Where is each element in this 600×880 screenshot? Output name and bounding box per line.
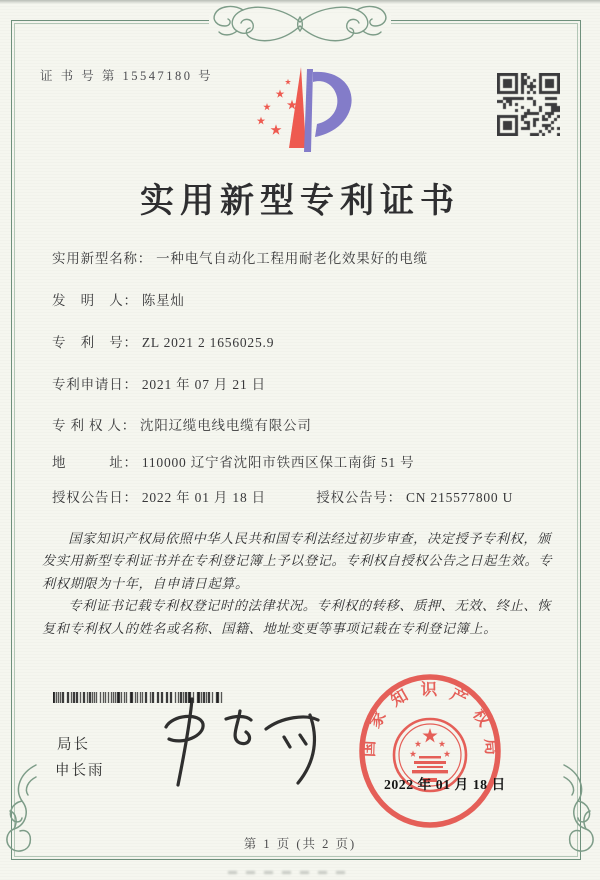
field-inventor [52, 289, 570, 309]
field-label: 地 址： [52, 455, 138, 470]
scan-edge-shadow [0, 0, 600, 4]
field-label: 专利申请日： [52, 377, 138, 392]
legal-text-block [42, 528, 559, 640]
field-grant-date-and-number [52, 486, 570, 506]
field-value: 2021 年 07 月 21 日 [141, 377, 266, 392]
field-value: 沈阳辽缆电线电缆有限公司 [140, 418, 312, 433]
certificate-title: 实用新型专利证书 [140, 183, 460, 220]
field-utility-model-name [52, 247, 570, 267]
field-label: 专 利 权 人： [52, 418, 137, 433]
field-value: 110000 辽宁省沈阳市铁西区保工南街 51 号 [141, 455, 415, 470]
field-filing-date [52, 373, 570, 393]
signatory-role: 局长 [57, 737, 90, 753]
seal-char: 权 [469, 705, 495, 730]
bleed-through-marks [228, 868, 378, 876]
handwritten-signature [150, 693, 330, 793]
legal-paragraph-1: 国家知识产权局依照中华人民共和国专利法经过初步审查，决定授予专利权，颁发实用新型专利证书并在专利登记簿上予以登记。专利权自授权公告之日起生效。专利权期限为十年，自申请日起算。 [42, 531, 553, 591]
field-label: 实用新型名称： [52, 251, 153, 266]
page-number: 第 1 页 (共 2 页) [243, 837, 357, 851]
field-value: CN 215577800 U [406, 490, 514, 505]
field-value: 一种电气自动化工程用耐老化效果好的电缆 [156, 251, 428, 266]
seal-char: 产 [447, 684, 471, 710]
field-label: 授权公告日： [52, 490, 138, 505]
field-address [52, 451, 570, 471]
seal-char: 家 [364, 707, 390, 732]
cnipa-round-seal-icon [355, 671, 505, 831]
seal-char: 识 [420, 679, 438, 700]
field-patent-number [52, 331, 570, 351]
signatory-name: 申长雨 [55, 763, 105, 779]
dragon-flourish-icon [205, 0, 395, 46]
seal-char: 国 [358, 740, 379, 758]
seal-char: 知 [387, 685, 412, 711]
field-value: ZL 2021 2 1656025.9 [141, 335, 275, 350]
field-value: 陈星灿 [141, 293, 185, 308]
field-label: 专 利 号： [52, 335, 138, 350]
certificate-number: 证 书 号 第 15547180 号 [40, 69, 214, 83]
seal-date: 2022 年 01 月 18 日 [384, 777, 506, 792]
seal-char: 局 [481, 737, 502, 756]
field-label: 发 明 人： [52, 293, 138, 308]
legal-paragraph-2: 专利证书记载专利权登记时的法律状况。专利权的转移、质押、无效、终止、恢复和专利权人的姓名或名称、国籍、地址变更等事项记载在专利登记簿上。 [42, 598, 551, 636]
qr-code-icon [497, 73, 560, 136]
field-patentee [52, 414, 570, 434]
field-value: 2022 年 01 月 18 日 [141, 490, 266, 505]
cnipa-logo-icon [252, 64, 367, 164]
field-label: 授权公告号： [316, 490, 402, 505]
